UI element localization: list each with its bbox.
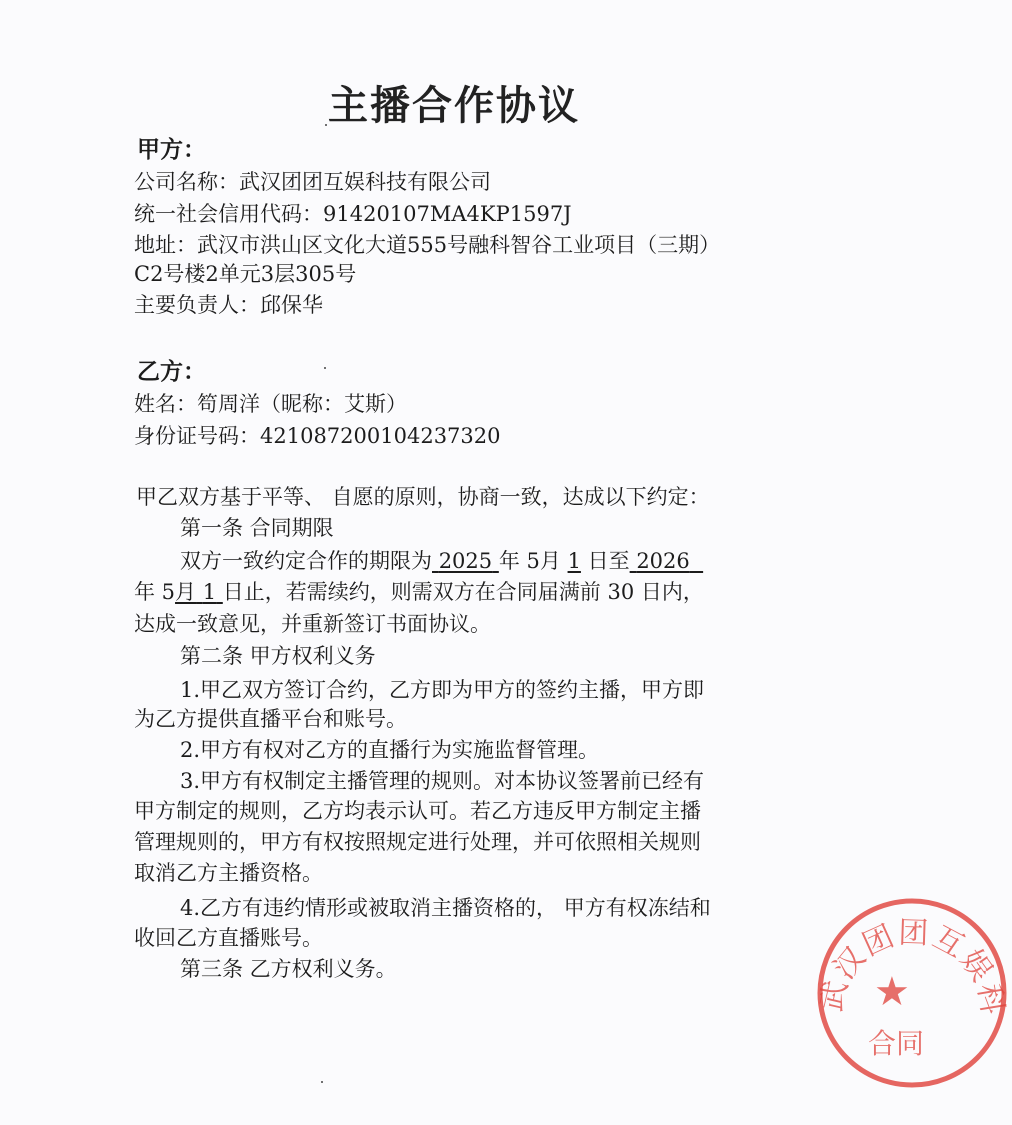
party-a-heading: 甲方： bbox=[137, 137, 206, 163]
party-b-name: 姓名：笱周洋（昵称：艾斯） bbox=[134, 392, 407, 416]
term-renewal: 日止，若需续约，则需双方在合同届满前 30 日内， bbox=[222, 580, 704, 604]
party-a-address-line-1: 地址：武汉市洪山区文化大道555号融科智谷工业项目（三期） bbox=[134, 233, 721, 257]
term-line-3: 达成一致意见，并重新签订书面协议。 bbox=[134, 612, 491, 636]
item-1-line-2: 为乙方提供直播平台和账号。 bbox=[134, 707, 407, 731]
item-3-line-4: 取消乙方主播资格。 bbox=[134, 861, 323, 885]
term-to: 日至 bbox=[587, 549, 630, 573]
party-a-company: 公司名称：武汉团团互娱科技有限公司 bbox=[134, 170, 491, 194]
party-b-id-number: 身份证号码：421087200104237320 bbox=[134, 424, 501, 448]
document-title: 主播合作协议 bbox=[328, 83, 580, 129]
term-start-day: 1 bbox=[567, 549, 581, 573]
term-end-day: 1 bbox=[202, 580, 217, 604]
item-2: 2.甲方有权对乙方的直播行为实施监督管理。 bbox=[180, 738, 600, 762]
item-3-line-2: 甲方制定的规则，乙方均表示认可。若乙方违反甲方制定主播 bbox=[134, 799, 701, 823]
term-prefix: 双方一致约定合作的期限为 bbox=[180, 549, 432, 573]
seal-star: ★ bbox=[874, 969, 910, 1015]
item-4-line-1: 4.乙方有违约情形或被取消主播资格的， 甲方有权冻结和 bbox=[180, 896, 711, 920]
article-2-heading: 第二条 甲方权利义务 bbox=[180, 644, 376, 668]
term-start-year: 2025 bbox=[438, 549, 493, 573]
term-line-1 bbox=[180, 546, 703, 576]
item-1-line-1: 1.甲乙双方签订合约，乙方即为甲方的签约主播，甲方即 bbox=[180, 678, 705, 702]
article-1-heading: 第一条 合同期限 bbox=[180, 516, 334, 540]
intro-paragraph: 甲乙双方基于平等、 自愿的原则，协商一致，达成以下约定： bbox=[136, 485, 710, 509]
party-a-principal: 主要负责人：邱保华 bbox=[134, 293, 323, 317]
party-a-address-line-2: C2号楼2单元3层305号 bbox=[134, 262, 357, 286]
term-end-year: 2026 bbox=[636, 549, 690, 573]
item-3-line-3: 管理规则的，甲方有权按照规定进行处理，并可依照相关规则 bbox=[134, 830, 701, 854]
seal-text-bottom: 合同 bbox=[868, 1027, 925, 1060]
item-3-line-1: 3.甲方有权制定主播管理的规则。对本协议签署前已经有 bbox=[180, 769, 705, 793]
term-end-month: 年 5 bbox=[134, 580, 176, 604]
party-b-heading: 乙方： bbox=[137, 359, 206, 385]
scan-speck bbox=[324, 367, 326, 369]
term-line-2 bbox=[134, 577, 704, 607]
seal-text-arc: 武汉团团互娱科 bbox=[813, 915, 1011, 1019]
term-end-month-suffix: 月 bbox=[175, 580, 197, 604]
article-3-heading: 第三条 乙方权利义务。 bbox=[180, 957, 397, 981]
company-seal-stamp bbox=[812, 893, 1012, 1093]
scan-speck bbox=[325, 124, 327, 126]
term-start-month: 年 5月 bbox=[498, 549, 561, 573]
scan-speck bbox=[321, 1081, 323, 1083]
item-4-line-2: 收回乙方直播账号。 bbox=[134, 926, 323, 950]
party-a-credit-code: 统一社会信用代码：91420107MA4KP1597J bbox=[134, 202, 572, 226]
